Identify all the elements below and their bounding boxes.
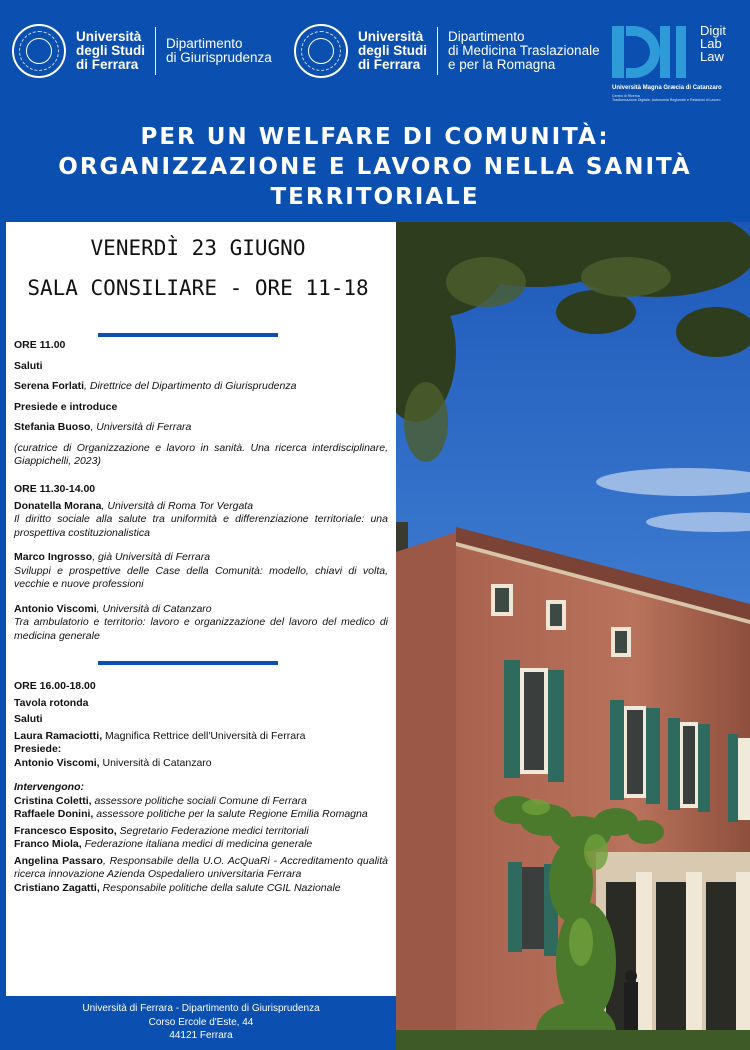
panelist-role: Segretario Federazione medici territoriali [116, 824, 309, 837]
speaker-line [14, 551, 388, 565]
speaker-role: , Università di Catanzaro [96, 602, 212, 615]
intervengono-label: Intervengono: [14, 781, 84, 793]
speaker-line [14, 730, 388, 744]
panelist-role: Responsabile politiche della salute CGIL Nazionale [99, 881, 341, 894]
footer-line: 44121 Ferrara [169, 1030, 233, 1041]
event-date: VENERDÌ 23 GIUGNO [90, 236, 306, 260]
panelist-name: Raffaele Donini, [14, 808, 94, 820]
building-photo [396, 222, 750, 1050]
panelist-role: assessore politiche per la salute Regione Emilia Romagna [93, 808, 368, 820]
building-illustration [396, 222, 750, 1050]
footer-address [6, 996, 396, 1050]
speaker-role: Magnifica Rettrice dell'Università di Ferrara [102, 729, 306, 742]
panelist-role: Federazione italiana medici di medicina generale [81, 838, 313, 850]
session-time: ORE 11.30-14.00 [14, 483, 96, 495]
tavola-rotonda-label: Tavola rotonda [14, 696, 89, 709]
talk-item [14, 551, 388, 592]
section-divider [98, 333, 278, 337]
speaker-line [14, 500, 388, 514]
speaker-role: , già Università di Ferrara [92, 551, 211, 563]
session-time: ORE 16.00-18.00 [14, 680, 96, 692]
university-name: Università degli Studi di Ferrara [76, 29, 145, 72]
book-note: (curatrice di Organizzazione e lavoro in sanità. Una ricerca interdisciplinare, Giappichelli, 2023) [14, 441, 388, 467]
talk-title: Tra ambulatorio e territorio: lavoro e organizzazione del lavoro del medico di medicina generale [14, 616, 388, 642]
panelist-name: Cristiano Zagatti, [14, 881, 100, 894]
logo-divider [437, 27, 438, 75]
session-time: ORE 11.00 [14, 339, 66, 351]
speaker-name: Antonio Viscomi, [14, 756, 100, 769]
footer-line: Università di Ferrara - Dipartimento di Giurisprudenza [82, 1003, 320, 1014]
talk-item [14, 500, 388, 541]
footer-line: Corso Ercole d'Este, 44 [148, 1016, 254, 1028]
speaker-name: Serena Forlati [14, 380, 85, 392]
session-morning [14, 339, 388, 469]
panelist-name: Franco Miola, [14, 838, 82, 850]
university-name: Università degli Studi di Ferrara [358, 29, 427, 72]
presiede-label: Presiede: [14, 743, 62, 755]
unife-seal-icon [294, 24, 348, 78]
speaker-role: , Università di Ferrara [90, 421, 192, 433]
digit-lab-law-caption: Centro di Ricerca Trasformazione Digitale, Autonomia Regionale e Relazioni di Lavoro [612, 94, 721, 103]
panelist-item [14, 838, 388, 852]
digit-lab-law-mark-icon [612, 24, 692, 80]
speaker-name: Antonio Viscomi [14, 602, 97, 615]
panelist-role: , Responsabile della U.O. AcQuaRi - Accreditamento qualità ricerca innovazione Azienda Ospedaliero universitaria Ferrara [14, 854, 388, 880]
speaker-line [14, 757, 388, 771]
session-afternoon [14, 680, 388, 895]
speaker-line [14, 603, 388, 617]
presiede-label: Presiede e introduce [14, 400, 118, 413]
speaker-name: Laura Ramaciotti, [14, 729, 103, 742]
panelist-item [14, 882, 388, 896]
saluti-label: Saluti [14, 359, 43, 372]
digit-lab-law-subtitle: Università Magna Græcia di Catanzaro [612, 85, 722, 91]
event-place: SALA CONSILIARE - ORE 11-18 [27, 276, 369, 300]
speaker-role: , Università di Roma Tor Vergata [101, 499, 254, 512]
department-name: Dipartimento di Medicina Traslazionale e per la Romagna [448, 29, 600, 72]
panelist-item [14, 808, 388, 822]
talk-title: Sviluppi e prospettive delle Case della Comunità: modello, chiavi di volta, vecchie e nuove professioni [14, 564, 388, 590]
panelist-item [14, 855, 388, 882]
talk-item [14, 603, 388, 644]
panelist-role: assessore politiche sociali Comune di Ferrara [91, 794, 307, 807]
speaker-name: Marco Ingrosso [14, 551, 93, 563]
unife-medicina-logo [294, 24, 600, 78]
logo-divider [155, 27, 156, 75]
event-title: PER UN WELFARE DI COMUNITÀ: ORGANIZZAZIONE E LAVORO NELLA SANITÀ TERRITORIALE [58, 124, 692, 210]
panelist-name: Cristina Coletti, [14, 794, 92, 807]
speaker-line [14, 421, 388, 435]
session-late-morning [14, 483, 388, 643]
talk-title: Il diritto sociale alla salute tra uniformità e differenziazione territoriale: una prospettiva costituzionalistica [14, 513, 388, 539]
saluti-label: Saluti [14, 713, 43, 725]
digit-lab-law-wordmark: Digit Lab Law [700, 23, 727, 64]
unife-giurisprudenza-logo [12, 24, 272, 78]
speaker-name: Donatella Morana [14, 499, 102, 512]
speaker-role: , Direttrice del Dipartimento di Giurisprudenza [84, 380, 297, 392]
panelist-name: Francesco Esposito, [14, 824, 117, 837]
speaker-role: Università di Catanzaro [99, 756, 212, 769]
unife-seal-icon [12, 24, 66, 78]
section-divider [98, 661, 278, 665]
header-banner [0, 0, 750, 222]
speaker-name: Stefania Buoso [14, 421, 91, 433]
panelist-item [14, 825, 388, 839]
speaker-line [14, 380, 388, 394]
panelist-name: Angelina Passaro [14, 854, 103, 867]
department-name: Dipartimento di Giurisprudenza [166, 36, 272, 65]
panelist-item [14, 795, 388, 809]
